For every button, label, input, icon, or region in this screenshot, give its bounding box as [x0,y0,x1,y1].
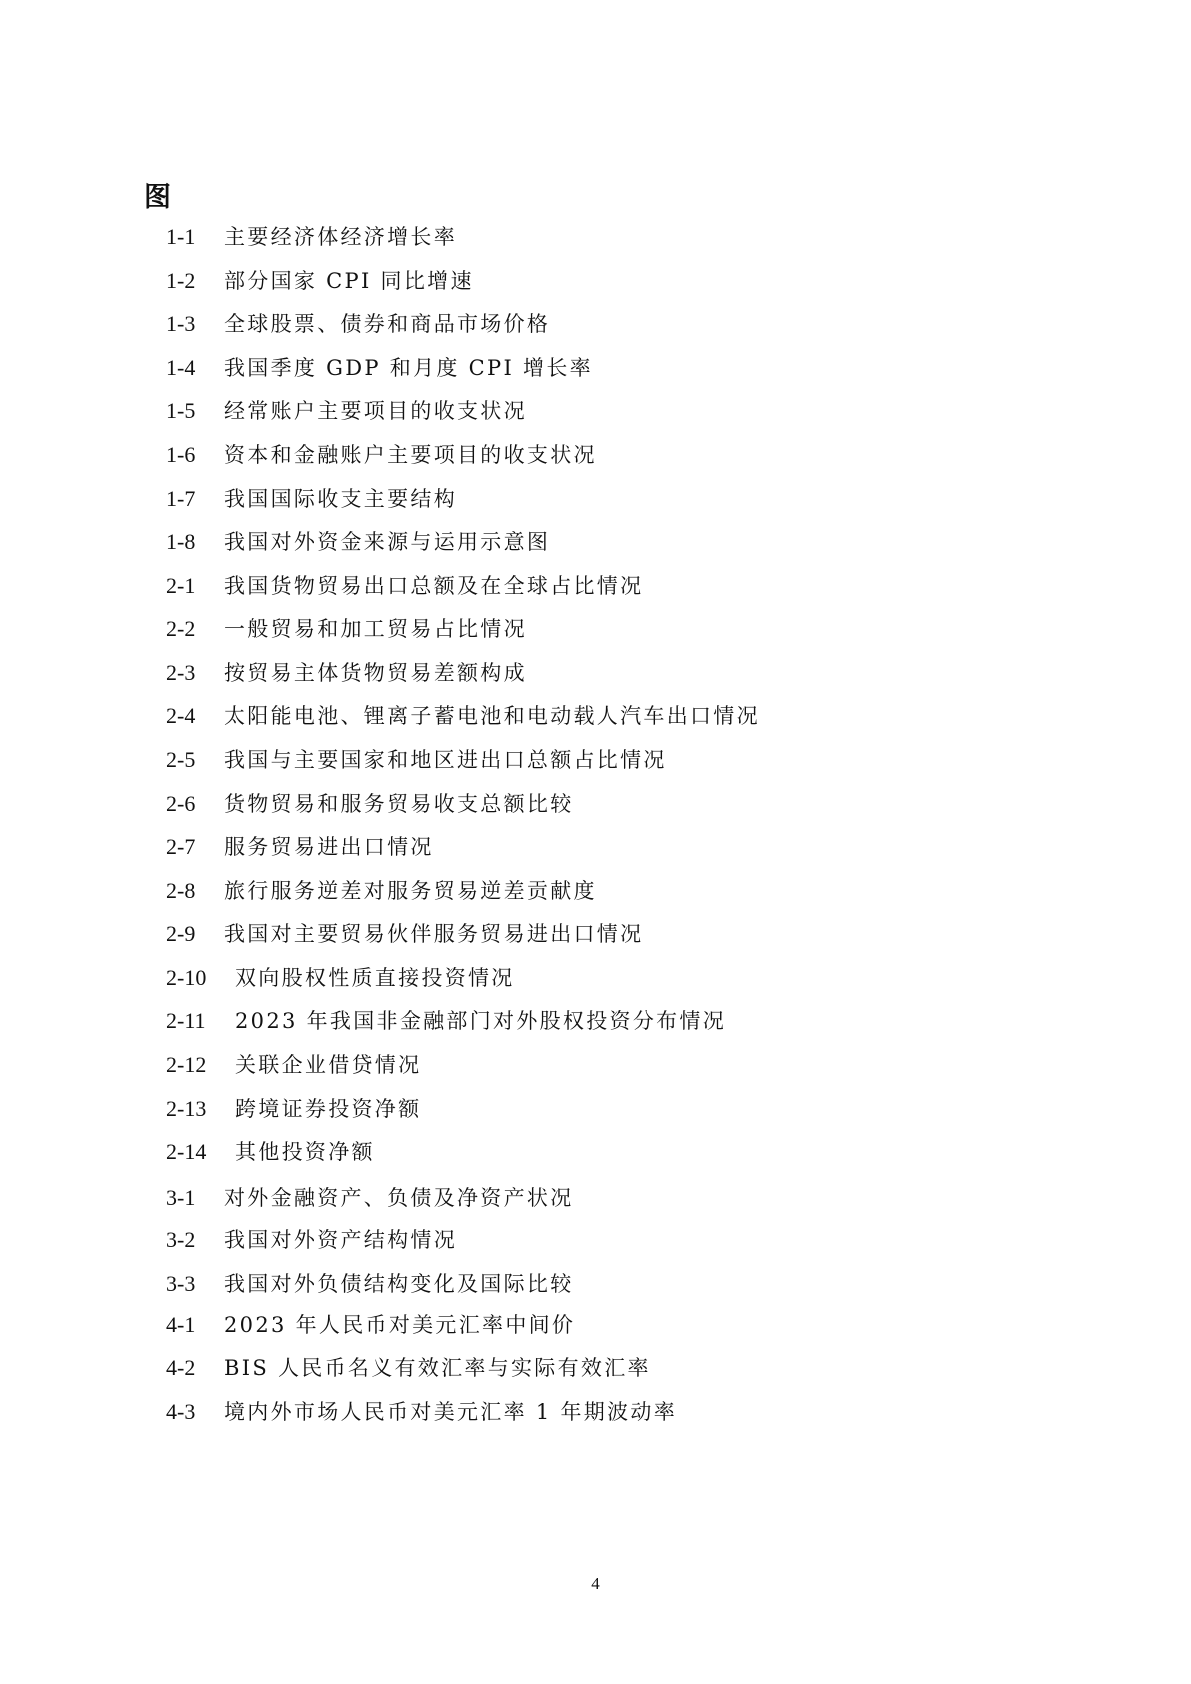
figure-title: 货物贸易和服务贸易收支总额比较 [224,792,574,816]
figure-number: 2-11 [166,1008,206,1033]
figure-entry[interactable] [166,745,667,775]
figure-title: 2023 年我国非金融部门对外股权投资分布情况 [235,1009,727,1033]
figure-number: 4-1 [166,1312,196,1337]
figure-entry[interactable] [166,222,457,252]
figure-title: 我国对主要贸易伙伴服务贸易进出口情况 [224,922,644,946]
figure-entry[interactable] [166,527,551,557]
figure-entry[interactable] [166,1225,457,1255]
figure-title: 对外金融资产、负债及净资产状况 [224,1186,574,1210]
figure-title: 按贸易主体货物贸易差额构成 [224,661,527,685]
figure-entry[interactable] [166,266,474,296]
figure-entry[interactable] [166,571,644,601]
figure-entry[interactable] [166,484,457,514]
figure-number: 1-3 [166,311,196,336]
figure-entry[interactable] [166,701,760,731]
figure-entry[interactable] [166,658,527,688]
figure-number: 1-6 [166,442,196,467]
figure-entry[interactable] [166,919,644,949]
figure-entry[interactable] [166,396,527,426]
figure-number: 3-1 [166,1185,196,1210]
figure-title: 2023 年人民币对美元汇率中间价 [224,1313,576,1337]
figure-entry[interactable] [166,1183,574,1213]
figure-title: 太阳能电池、锂离子蓄电池和电动载人汽车出口情况 [224,704,760,728]
figure-number: 1-7 [166,486,196,511]
figure-number: 2-10 [166,965,207,990]
figure-number: 2-14 [166,1139,207,1164]
figure-title: 境内外市场人民币对美元汇率 1 年期波动率 [224,1400,678,1424]
figure-title: BIS 人民币名义有效汇率与实际有效汇率 [224,1356,651,1380]
figure-title: 跨境证券投资净额 [235,1097,422,1121]
figure-title: 我国国际收支主要结构 [224,487,457,511]
figure-number: 1-1 [166,224,196,249]
figure-entry[interactable] [166,1310,576,1340]
figure-number: 3-3 [166,1271,196,1296]
figure-title: 其他投资净额 [235,1140,375,1164]
figure-number: 2-7 [166,834,196,859]
figure-title: 资本和金融账户主要项目的收支状况 [224,443,597,467]
figure-title: 我国对外资产结构情况 [224,1228,457,1252]
figure-title: 我国货物贸易出口总额及在全球占比情况 [224,574,644,598]
figure-title: 经常账户主要项目的收支状况 [224,399,527,423]
figure-entry[interactable] [166,1269,574,1299]
figure-entry[interactable] [166,1137,375,1167]
figure-entry[interactable] [166,789,574,819]
figure-entry[interactable] [166,1006,727,1036]
figure-title: 旅行服务逆差对服务贸易逆差贡献度 [224,879,597,903]
figure-number: 2-8 [166,878,196,903]
figure-entry[interactable] [166,1050,422,1080]
figure-number: 2-5 [166,747,196,772]
figure-number: 1-5 [166,398,196,423]
figure-number: 1-4 [166,355,196,380]
figure-entry[interactable] [166,440,597,470]
figure-entry[interactable] [166,614,527,644]
figure-number: 2-12 [166,1052,207,1077]
figure-title: 我国季度 GDP 和月度 CPI 增长率 [224,356,593,380]
figure-title: 全球股票、债券和商品市场价格 [224,312,551,336]
figure-number: 1-8 [166,529,196,554]
figure-number: 3-2 [166,1227,196,1252]
figure-title: 部分国家 CPI 同比增速 [224,269,474,293]
figure-entry[interactable] [166,876,597,906]
figure-number: 2-2 [166,616,196,641]
figure-title: 服务贸易进出口情况 [224,835,434,859]
figure-number: 2-4 [166,703,196,728]
figure-title: 一般贸易和加工贸易占比情况 [224,617,527,641]
figure-entry[interactable] [166,963,515,993]
figure-number: 2-3 [166,660,196,685]
figure-entry[interactable] [166,1397,678,1427]
section-heading: 图 [144,182,171,213]
figure-entry[interactable] [166,1094,422,1124]
figure-number: 2-9 [166,921,196,946]
figure-number: 2-6 [166,791,196,816]
figure-title: 我国对外资金来源与运用示意图 [224,530,551,554]
figure-number: 4-3 [166,1399,196,1424]
figure-entry[interactable] [166,353,593,383]
figure-number: 4-2 [166,1355,196,1380]
figure-entry[interactable] [166,1353,651,1383]
figure-title: 我国与主要国家和地区进出口总额占比情况 [224,748,667,772]
figure-title: 我国对外负债结构变化及国际比较 [224,1272,574,1296]
page-number: 4 [591,1574,600,1593]
figure-entry[interactable] [166,309,551,339]
figure-title: 主要经济体经济增长率 [224,225,457,249]
figure-title: 关联企业借贷情况 [235,1053,422,1077]
figure-number: 2-13 [166,1096,207,1121]
figure-number: 2-1 [166,573,196,598]
figure-title: 双向股权性质直接投资情况 [235,966,515,990]
figure-number: 1-2 [166,268,196,293]
figure-entry[interactable] [166,832,434,862]
